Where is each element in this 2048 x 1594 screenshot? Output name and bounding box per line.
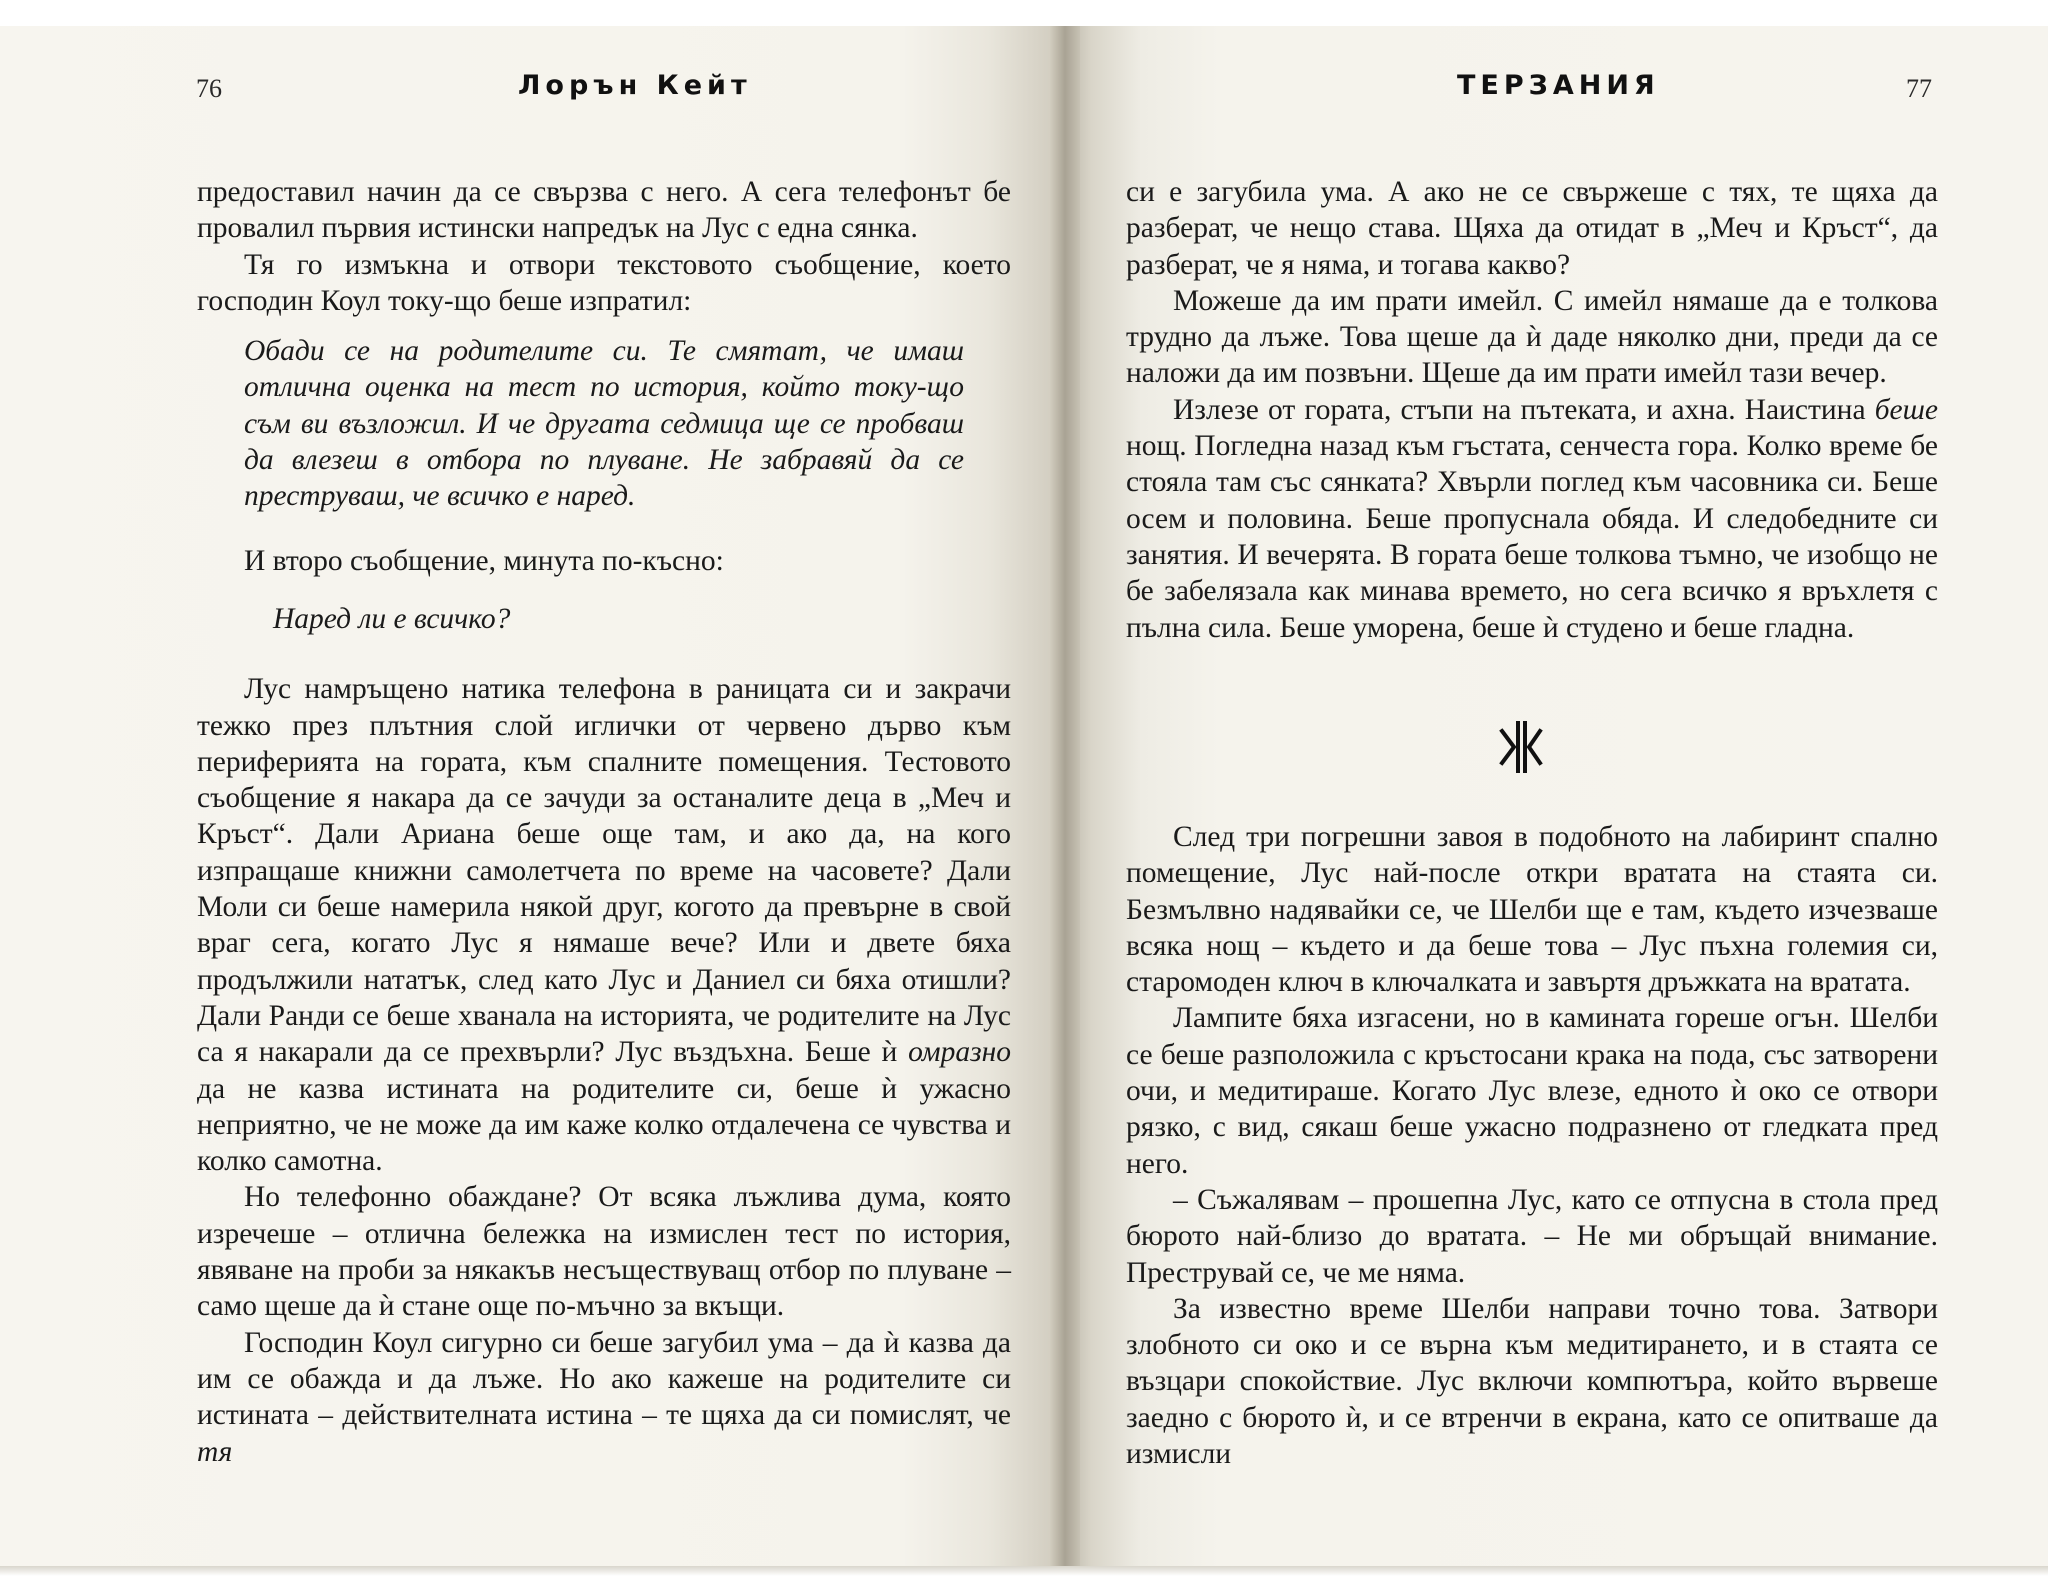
paragraph: И второ съобщение, минута по-късно: [244,544,724,577]
paragraph [197,671,1011,1179]
left-page-number: 76 [196,74,222,103]
paragraph: си е загубила ума. А ако не се свържеше с тях, те щяха да разберат, че нещо става. Щяха да отидат в „Меч и Кръст“, да разберат, че я няма, и тогава какво? [1126,176,1938,281]
paragraph: След три погрешни завоя в подобното на лабиринт спално помещение, Лус най-после откри вратата на стаята си. Безмълвно надявайки се, че Шелби ще е там, където изчезваше всяка нощ – където и да беше това – Лус пъхна големия си, старомоден ключ в ключалката и завъртя дръжката на вратата. [1126,821,1938,999]
spacer [197,637,1011,671]
paragraph [197,1325,1011,1470]
paragraph-text: Излезе от гората, стъпи на пътеката, и ахна. Наистина [1173,393,1875,426]
section-break-ornament-icon [1498,721,1544,773]
emphasis: тя [197,1435,233,1468]
right-running-head: ТЕРЗАНИЯ [1457,70,1660,101]
paragraph-text: Лус намръщено натика телефона в раницата си и закрачи тежко през плътния слой иглички от червено дърво към периферията на гората, към спалните помещения. Тестовото съобщение я накара да се зачуди за останалите деца в „Меч и Кръст“. Дали Ариана беше още там, и ако да, на кого изпращаше книжни самолетчета по време на часовете? Дали Моли си беше намерила някой друг, когото да превърне в свой враг сега, когато Лус я нямаше вече? Или и двете бяха продължили нататък, след като Лус и Даниел си бяха отишли? Дали Ранди се беше хванала на историята, че родителите на Лус са я накарали да се прехвърли? Лус въздъхна. Беше ѝ [197,673,1011,1069]
paragraph-text: нощ. Погледна назад към гъстата, сенчеста гора. Колко време бе стояла там със сянката? Хвърли поглед към часовника си. Беше осем и половина. Беше пропуснала обяда. И следобедните си занятия. И вечерята. В гората беше толкова тъмно, че изобщо не бе забелязала как минава времето, но сега всичко я връхлетя с пълна сила. Беше уморена, беше ѝ студено и беше гладна. [1126,430,1938,644]
text-message-2: Наред ли е всичко? [273,602,511,635]
paragraph [1126,392,1938,646]
page-bottom-edge [0,1566,2048,1576]
spacer [197,579,1011,601]
right-page-body [1126,174,1938,646]
spacer [197,319,1011,333]
paragraph-text: да не казва истината на родителите си, беше ѝ ужасно неприятно, че не може да им каже колко отдалечена се чувства и колко самотна. [197,1072,1011,1178]
right-page-number: 77 [1906,74,1932,103]
left-running-head: Лорън Кейт [518,70,752,101]
paragraph: Лампите бяха изгасени, но в камината гореше огън. Шелби се беше разположила с кръстосани крака на пода, със затворени очи, и медитираше. Когато Лус влезе, едното ѝ око се отвори рязко, с вид, сякаш беше ужасно подразнено от гледката пред него. [1126,1002,1938,1180]
paragraph-text: Господин Коул сигурно си беше загубил ума – да ѝ казва да им се обажда и да лъже. Но ако кажеше на родителите си истината – действителната истина – те щяха да си помислят, че [197,1326,1011,1432]
book-gutter [1050,26,1080,1571]
left-page-body [197,174,1011,1470]
right-page-body-after-break [1126,819,1938,1472]
paragraph: Но телефонно обаждане? От всяка лъжлива дума, която изречеше – отлична бележка на измислен тест по история, явяване на проби за някакъв несъществуващ отбор по плуване – само щеше да ѝ стане още по-мъчно за вкъщи. [197,1181,1011,1323]
emphasis: омразно [908,1036,1011,1069]
dialogue-paragraph: – Съжалявам – прошепна Лус, като се отпусна в стола пред бюрото най-близо до вратата. – Не ми обръщай внимание. Преструвай се, че ме няма. [1126,1183,1938,1289]
paragraph: Тя го измъкна и отвори текстовото съобщение, което господин Коул току-що беше изпратил: [197,248,1011,317]
emphasis: беше [1874,393,1938,426]
paragraph: предоставил начин да се свързва с него. А сега телефонът бе провалил първия истински напредък на Лус с една сянка. [197,176,1011,245]
spacer [197,515,1011,543]
paragraph: Можеше да им прати имейл. С имейл нямаше да е толкова трудно да лъже. Това щеше да ѝ даде няколко дни, преди да се наложи да им позвъни. Щеше да им прати имейл тази вечер. [1126,284,1938,390]
paragraph: За известно време Шелби направи точно това. Затвори злобното си око и се върна към медитирането, и в стаята се възцари спокойствие. Лус включи компютъра, който вървеше заедно с бюрото ѝ, и се втренчи в екрана, като се опитваше да измисли [1126,1292,1938,1471]
text-message-1: Обади се на родителите си. Те смятат, че имаш отлична оценка на тест по история, който току-що съм ви възложил. И че другата седмица ще се пробваш да влезеш в отбора по плуване. Не забравяй да се преструваш, че всичко е наред. [244,335,964,513]
